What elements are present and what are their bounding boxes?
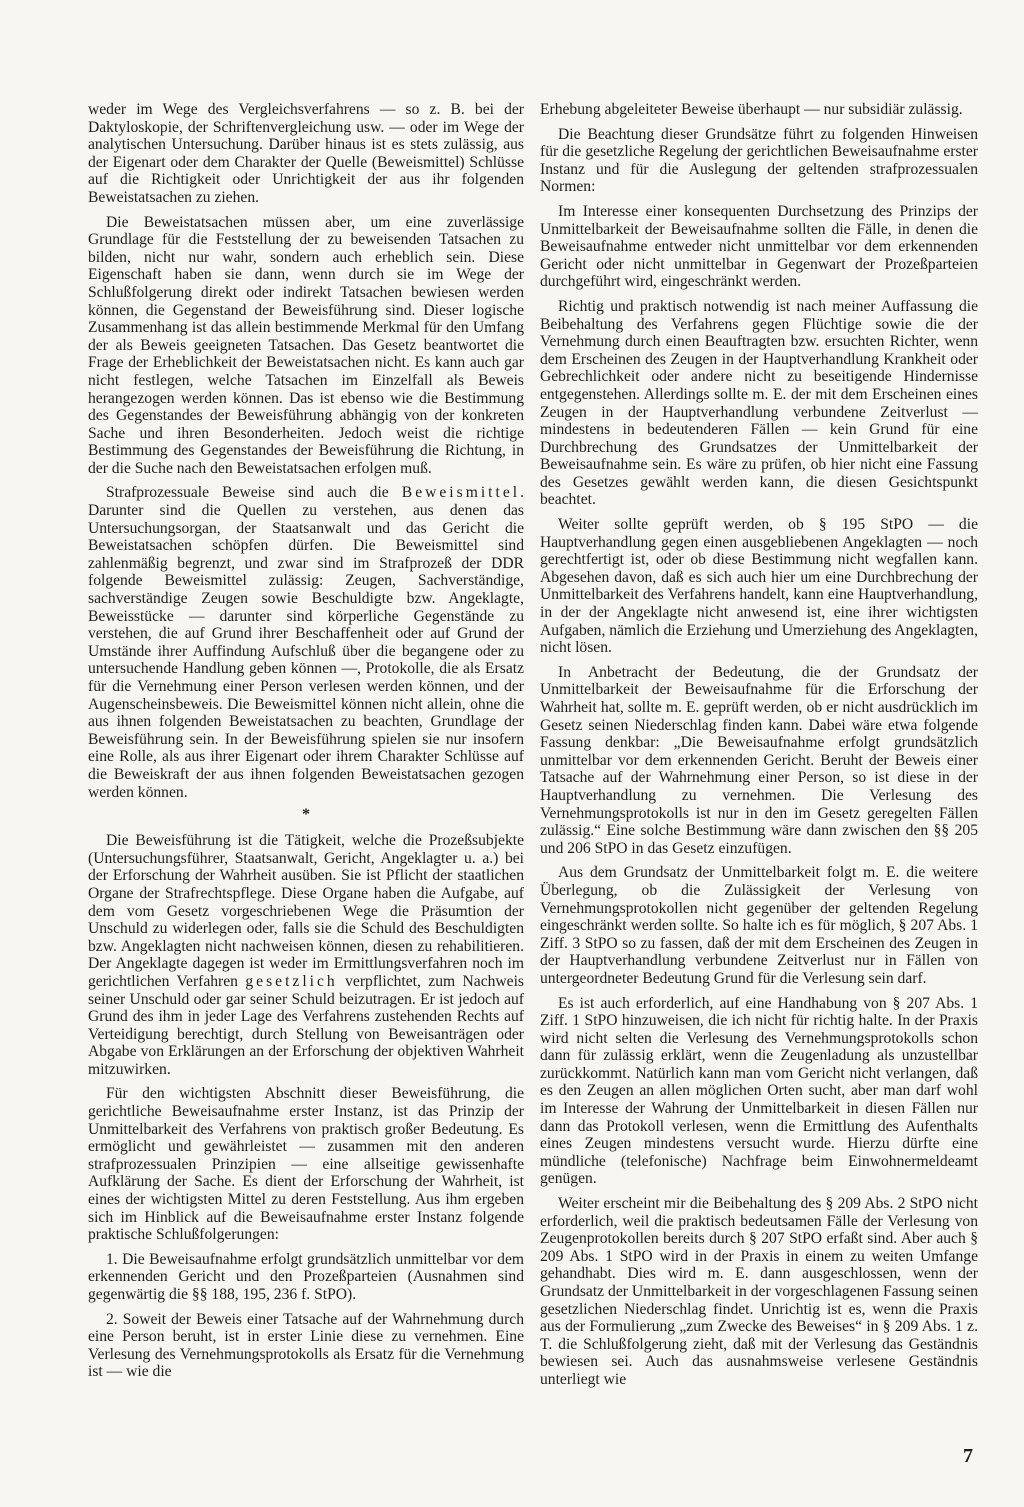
list-item: 1. Die Beweisaufnahme erfolgt grundsätzlich unmittelbar vor dem erkennenden Gericht und den Prozeßparteien (Ausnahmen sind gegenwärtig die §§ 188, 195, 236 f. StPO). bbox=[88, 1250, 524, 1303]
paragraph: Aus dem Grundsatz der Unmittelbarkeit folgt m. E. die weitere Überlegung, ob die Zulässigkeit der Verlesung von Vernehmungsprotokollen nicht gegenüber der geltenden Regelung eingeschränkt werden sollte. So halte ich es für möglich, § 207 Abs. 1 Ziff. 3 StPO so zu fassen, daß der mit dem Erscheinen des Zeugen in der Hauptverhandlung verbundene Zeitverlust nur in Fällen von untergeordneter Bedeutung Grund für die Verlesung sein darf. bbox=[540, 864, 978, 987]
text-run: Strafprozessuale Beweise sind auch die bbox=[106, 484, 402, 502]
text-run: Die Beweisführung ist die Tätigkeit, welche die Prozeßsubjekte (Untersuchungsführer, Staatsanwalt, Gericht, Angeklagter u. a.) bei der Erforschung der Wahrheit ausüben. Sie ist Pflicht der staatlichen Organe der Strafrechtspflege. Diese Organe haben die Aufgabe, auf dem vom Gesetz vorgeschriebenen Wege die Präsumtion der Unschuld zu widerlegen oder, falls sie die Schuld des Beschuldigten bzw. Angeklagten nicht nachweisen können, diesen zu rehabilitieren. Der Angeklagte dagegen ist weder im Ermittlungsverfahren noch im gerichtlichen Verfahren bbox=[88, 832, 524, 990]
paragraph: Für den wichtigsten Abschnitt dieser Beweisführung, die gerichtliche Beweisaufnahme erster Instanz, ist das Prinzip der Unmittelbarkeit des Verfahrens von praktisch großer Bedeutung. Es ermöglicht und gewährleistet — zusammen mit den anderen strafprozessualen Prinzipien — eine allseitige gewissenhafte Aufklärung der Sache. Es dient der Erforschung der Wahrheit, ist eines der wichtigsten Mittel zu deren Feststellung. Aus ihm ergeben sich im Hinblick auf die Beweisaufnahme erster Instanz folgende praktische Schlußfolgerungen: bbox=[88, 1085, 524, 1244]
right-column bbox=[540, 101, 978, 1396]
paragraph: weder im Wege des Vergleichsverfahrens — so z. B. bei der Daktyloskopie, der Schriftenvergleichung usw. — oder im Wege der analytischen Untersuchung. Darüber hinaus ist es stets zulässig, aus der Eigenart oder dem Charakter der Quelle (Beweismittel) Schlüsse auf die Richtigkeit oder Unrichtigkeit der aus ihr folgenden Beweistatsachen zu ziehen. bbox=[88, 101, 524, 206]
section-divider: * bbox=[302, 806, 310, 824]
paragraph: Die Beachtung dieser Grundsätze führt zu folgenden Hinweisen für die gesetzliche Regelung der gerichtlichen Beweisaufnahme erster Instanz und für die Auslegung der geltenden strafprozessualen Normen: bbox=[540, 125, 978, 196]
paragraph: Es ist auch erforderlich, auf eine Handhabung von § 207 Abs. 1 Ziff. 1 StPO hinzuweisen, die ich nicht für richtig halte. In der Praxis wird nicht selten die Verlesung des Vernehmungsprotokolls schon dann für zulässig erklärt, wenn die Zeugenladung als unzustellbar zurückkommt. Natürlich kann man vom Gericht nicht verlangen, daß es den Zeugen an allen möglichen Orten sucht, aber man darf wohl im Interesse der Wahrung der Unmittelbarkeit in diesen Fällen nur dann das Protokoll verlesen, wenn die Ermittlung des Aufenthalts eines Zeugen mindestens versucht wurde. Hierzu dürfte eine mündliche (telefonische) Nachfrage beim Einwohnermeldeamt genügen. bbox=[540, 994, 978, 1188]
paragraph bbox=[88, 484, 524, 801]
text-run: . Darunter sind die Quellen zu verstehen, aus denen das Untersuchungsorgan, der Staatsanwalt und das Gericht die Beweistatsachen schöpfen dürfen. Die Beweismittel sind zahlenmäßig begrenzt, und zwar sind im Strafprozeß der DDR folgende Beweismittel zulässig: Zeugen, Sachverständige, sachverständige Zeugen sowie Beschuldigte bzw. Angeklagte, Beweisstücke — darunter sind körperliche Gegenstände zu verstehen, die auf Grund ihrer Beschaffenheit oder auf Grund der Umstände ihrer Auffindung Aufschluß über die begangene oder zu untersuchende Handlung geben können —, Protokolle, die als Ersatz für die Vernehmung einer Person verlesen werden können, und der Augenscheinsbeweis. Die Beweismittel können nicht allein, ohne die aus ihnen folgenden Beweistatsachen zu beachten, Grundlage der Beweisführung sein. In der Beweisführung spielen sie nur insofern eine Rolle, als aus ihrer Eigenart oder ihrem Charakter Schlüsse auf die Beweiskraft der aus ihnen folgenden Beweistatsachen gezogen werden können. bbox=[88, 484, 524, 801]
left-column bbox=[88, 101, 524, 1388]
emphasized-term: Beweismittel bbox=[401, 484, 521, 502]
list-item: 2. Soweit der Beweis einer Tatsache auf der Wahrnehmung durch eine Person beruht, ist in erster Linie diese zu vernehmen. Eine Verlesung des Vernehmungsprotokolls als Ersatz für die Vernehmung ist — wie die bbox=[88, 1310, 524, 1381]
paragraph bbox=[88, 832, 524, 1078]
emphasized-term: gesetzlich bbox=[245, 972, 338, 990]
paragraph: Weiter erscheint mir die Beibehaltung des § 209 Abs. 2 StPO nicht erforderlich, weil die praktisch bedeutsamen Fälle der Verlesung von Zeugenprotokollen bereits durch § 207 StPO erfaßt sind. Aber auch § 209 Abs. 1 StPO wird in der Praxis in einem zu weiten Umfange gehandhabt. Dies wird m. E. dann ausgeschlossen, wenn der Grundsatz der Unmittelbarkeit in der vorgeschlagenen Fassung seinen gesetzlichen Niederschlag findet. Unrichtig ist es, wenn die Praxis aus der Formulierung „zum Zwecke des Beweises“ in § 209 Abs. 1 z. T. die Schlußfolgerung zieht, daß mit der Verlesung das Geständnis bewiesen sei. Auch das ausnahmsweise verlesene Geständnis unterliegt wie bbox=[540, 1195, 978, 1388]
paragraph: Richtig und praktisch notwendig ist nach meiner Auffassung die Beibehaltung des Verfahrens gegen Flüchtige sowie die der Vernehmung durch einen Beauftragten bzw. ersuchten Richter, wenn dem Erscheinen des Zeugen in der Hauptverhandlung Krankheit oder Gebrechlichkeit oder andere nicht zu beseitigende Hindernisse entgegenstehen. Allerdings sollte m. E. der mit dem Erscheinen eines Zeugen in der Hauptverhandlung verbundene Zeitverlust — mindestens in bedeutenderen Fällen — kein Grund für eine Durchbrechung des Grundsatzes der Unmittelbarkeit der Beweisaufnahme sein. Es wäre zu prüfen, ob hier nicht eine Fassung des Gesetzes gewählt werden kann, die diesen Gesichtspunkt beachtet. bbox=[540, 297, 978, 509]
paragraph: In Anbetracht der Bedeutung, die der Grundsatz der Unmittelbarkeit der Beweisaufnahme für die Erforschung der Wahrheit hat, sollte m. E. geprüft werden, ob er nicht ausdrücklich im Gesetz seinen Niederschlag finden kann. Dabei wäre etwa folgende Fassung denkbar: „Die Beweisaufnahme erfolgt grundsätzlich unmittelbar vor dem erkennenden Gericht. Beruht der Beweis einer Tatsache auf der Wahrnehmung einer Person, so ist diese in der Hauptverhandlung zu vernehmen. Die Verlesung des Vernehmungsprotokolls ist nur in den im Gesetz geregelten Fällen zulässig.“ Eine solche Bestimmung wäre dann zwischen den §§ 205 und 206 StPO in das Gesetz einzufügen. bbox=[540, 663, 978, 857]
paragraph: Weiter sollte geprüft werden, ob § 195 StPO — die Hauptverhandlung gegen einen ausgebliebenen Angeklagten — noch gerechtfertigt ist, oder ob diese Bestimmung nicht wegfallen kann. Abgesehen davon, daß es sich auch hier um eine Durchbrechung der Unmittelbarkeit des Verfahrens handelt, kann eine Hauptverhandlung, in der der Angeklagte nicht anwesend ist, eine ihrer wichtigsten Aufgaben, nämlich die Erziehung und Umerziehung des Angeklagten, nicht lösen. bbox=[540, 516, 978, 657]
paragraph: Erhebung abgeleiteter Beweise überhaupt — nur subsidiär zulässig. bbox=[540, 101, 963, 118]
paragraph: Im Interesse einer konsequenten Durchsetzung des Prinzips der Unmittelbarkeit der Beweisaufnahme sollten die Fälle, in denen die Beweisaufnahme entweder nicht unmittelbar vor dem erkennenden Gericht oder nicht unmittelbar in Gegenwart der Prozeßparteien durchgeführt wird, eingeschränkt werden. bbox=[540, 202, 978, 291]
page-number: 7 bbox=[963, 1445, 973, 1467]
paragraph: Die Beweistatsachen müssen aber, um eine zuverlässige Grundlage für die Feststellung der zu beweisenden Tatsachen zu bilden, nicht nur wahr, sondern auch erheblich sein. Diese Eigenschaft haben sie dann, wenn durch sie im Wege der Schlußfolgerung direkt oder indirekt Tatsachen bewiesen werden können, die Gegenstand der Beweisführung sind. Dieser logische Zusammenhang ist das allein bestimmende Merkmal für den Umfang der als Beweis geeigneten Tatsachen. Das Gesetz beantwortet die Frage der Erheblichkeit der Beweistatsachen nicht. Es kann auch gar nicht festlegen, welche Tatsachen im Einzelfall als Beweis herangezogen werden können. Das ist ebenso wie die Bestimmung des Gegenstandes der Beweisführung abhängig von der konkreten Sache und ihren Besonderheiten. Jedoch weist die richtige Bestimmung des Gegenstandes der Beweisführung die Richtung, in der die Suche nach den Beweistatsachen erfolgen muß. bbox=[88, 213, 524, 477]
text-run: verpflichtet, zum Nachweis seiner Unschuld oder gar seiner Schuld beizutragen. Er ist jedoch auf Grund des ihm in jeder Lage des Verfahrens zustehenden Rechts auf Verteidigung berechtigt, durch Stellung von Beweisanträgen oder Abgabe von Erklärungen an der Erforschung der objektiven Wahrheit mitzuwirken. bbox=[88, 972, 525, 1078]
